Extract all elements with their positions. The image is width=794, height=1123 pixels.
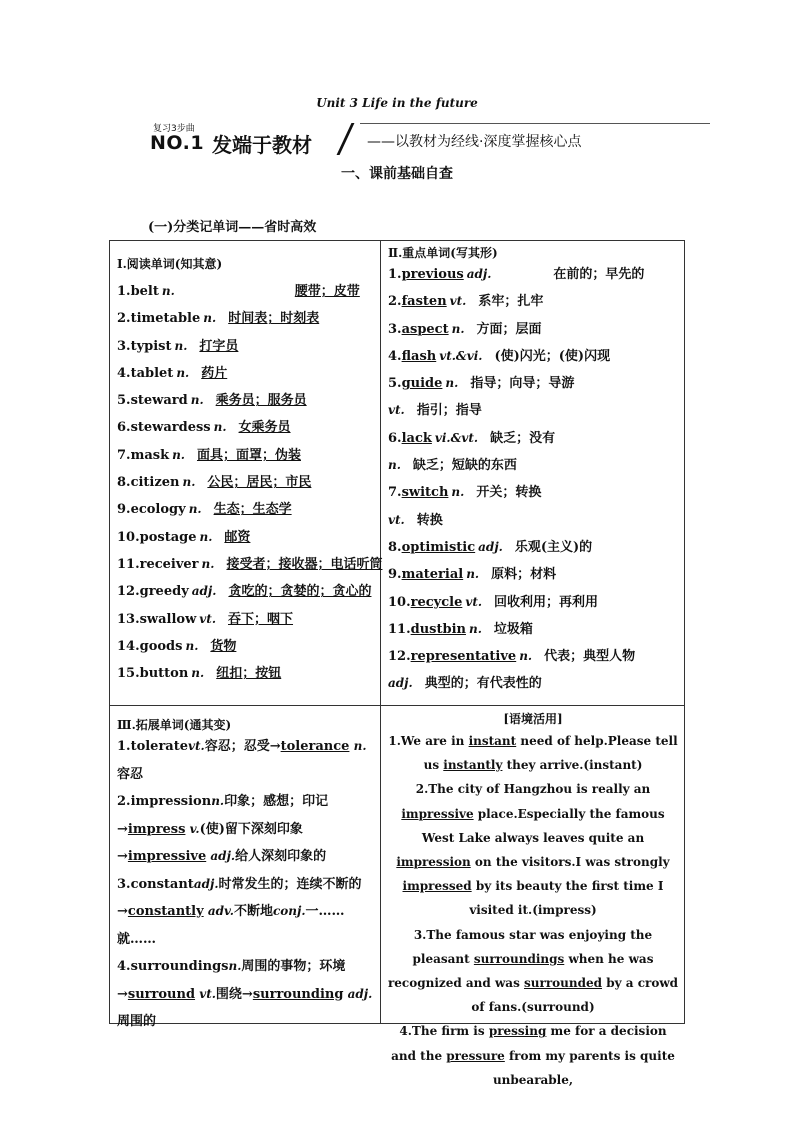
reading-word-row [117,442,374,469]
reading-word-pos: n. [213,420,227,435]
key-word-row [388,425,679,452]
reading-word-meaning: 纽扣；按钮 [216,666,282,682]
reading-words-header: Ⅰ.阅读单词(知其意) [117,257,223,271]
context-answer: surroundings [473,951,565,966]
reading-word-row [117,633,374,660]
context-answer: impressed [402,879,472,894]
expand-word-text: n. [211,794,225,808]
context-usage-cell [381,706,685,1087]
reading-word-meaning: 吞下；咽下 [228,611,294,627]
expand-word-answer: tolerance [280,739,350,754]
key-word-number: 10. [388,594,411,610]
context-usage-list [385,729,681,1092]
reading-word-pos: n. [188,502,202,517]
expand-word-text: 周围的事物；环境→ [117,959,346,1002]
expand-word-text: conj. [272,904,306,918]
expand-word-answer: impressive [127,849,207,864]
expand-word-text: 周围的 [117,1014,157,1029]
key-word-pos: n. [468,621,482,636]
context-answer: impression [396,855,471,870]
key-word-answer: fasten [401,294,447,310]
key-word-row [388,643,679,670]
key-words-header: Ⅱ.重点单词(写其形) [388,246,498,260]
key-word-row [388,261,679,288]
expand-word-text: 4.surroundings [117,959,229,974]
reading-word: 4.tablet [117,365,174,381]
key-word-number: 6. [388,430,402,446]
reading-word: 11.receiver [117,556,199,572]
key-word-meaning: 代表；典型人物 [544,649,636,665]
reading-words-list [117,278,383,687]
key-word-row [388,288,679,315]
reading-word: 7.mask [117,447,170,463]
context-answer: impressive [401,806,474,821]
key-word-answer: lack [401,430,432,446]
context-text: me for a decision and the [391,1024,667,1063]
context-text: by its beauty the first time I visited it.(impress) [469,879,664,918]
key-word-row [388,670,679,697]
expand-word-text: 给人深刻印象的 [235,849,327,864]
reading-word-row [117,496,374,523]
vocab-table [109,240,685,1087]
reading-word-row [117,360,374,387]
banner-slash [337,123,355,155]
key-word-meaning: 原料；材料 [491,567,557,583]
banner-title: 发端于教材 [212,133,312,157]
context-sentence [385,1019,681,1092]
reading-word-meaning: 货物 [210,638,237,654]
expand-word-text: 印象；感想；印记→ [117,794,329,837]
key-word-answer: guide [401,376,443,392]
key-word-answer: switch [401,485,449,501]
reading-word-row [117,606,374,633]
key-word-row [388,370,679,397]
banner-subtitle: ——以教材为经线·深度掌握核心点 [367,134,582,150]
key-word-pos: n. [451,321,465,336]
reading-word: 14.goods [117,638,183,654]
key-word-pos: vi.&vt. [434,430,479,445]
key-word-row [388,534,679,561]
context-text: 4.The firm is [399,1024,489,1039]
key-word-row [388,343,679,370]
context-answer: pressure [446,1048,505,1063]
reading-word-pos: n. [185,638,199,653]
reading-word: 15.button [117,666,189,682]
context-text: on the visitors.I was strongly [470,855,670,870]
key-word-answer: representative [410,649,517,665]
reading-word-meaning: 乘务员；服务员 [215,393,307,409]
reading-word-pos: n. [174,338,188,353]
expand-word-text: adv. [203,904,234,918]
key-word-meaning: 系牢；扎牢 [478,294,544,310]
banner-rule [360,123,710,124]
reading-word-pos: n. [201,556,215,571]
key-word-row [388,316,679,343]
expand-word-answer: impress [127,821,186,837]
key-word-number: 11. [388,621,411,637]
expand-word-text: vt. [188,739,205,753]
reading-word-pos: n. [199,529,213,544]
key-word-answer: previous [401,267,464,282]
expand-word-text: adj. [193,876,219,891]
expand-word-entry [117,733,374,788]
key-word-meaning: 回收利用；再利用 [494,594,599,610]
expand-words-list [117,733,374,1036]
expand-word-text: 容忍；忍受→ [204,739,281,754]
reading-word: 9.ecology [117,502,186,518]
context-text: need of help.Please tell us [423,734,678,773]
expand-word-answer: constantly [127,904,204,919]
key-word-number: 5. [388,376,402,392]
expand-word-entry [117,871,374,954]
reading-word-row [117,551,383,578]
reading-word: 3.typist [117,338,172,354]
expand-word-text: adj. [206,849,236,863]
reading-word-pos: n. [182,475,196,490]
reading-word: 12.greedy [117,584,189,600]
key-word-meaning: 方面；层面 [476,321,542,337]
expand-word-text: vt. [195,986,216,1001]
context-text: by a crowd of fans.(surround) [471,976,679,1015]
key-word-pos: vt. [388,403,405,418]
key-word-answer: dustbin [410,621,466,637]
expand-word-text: 不断地 [233,904,273,919]
expand-word-text: 时常发生的；连续不断的→ [117,876,362,919]
context-text: 3.The famous star was enjoying the pleasant [412,927,653,966]
context-text: 2.The city of Hangzhou is really an [415,782,651,797]
key-words-cell [381,241,685,705]
context-text: they arrive.(instant) [502,758,643,773]
reading-word-pos: n. [203,311,217,326]
expand-word-text: 1.tolerate [117,739,189,754]
key-word-pos: vt. [388,512,405,527]
reading-word-meaning: 药片 [201,365,228,381]
reading-word-row [117,387,374,414]
context-answer: instantly [443,758,503,773]
key-word-answer: optimistic [401,539,476,555]
reading-word-row [117,305,374,332]
reading-word-row [117,660,374,687]
key-word-pos: n. [388,458,401,473]
reading-word-meaning: 生态；生态学 [213,502,292,518]
reading-word-pos: n. [172,447,185,462]
reading-word-meaning: 邮资 [224,529,251,545]
expand-words-header: Ⅲ.拓展单词(通其变) [117,718,232,732]
context-sentence [385,777,681,922]
expand-word-text: 2.impression [117,794,212,809]
key-word-pos: n. [519,649,533,664]
key-word-answer: aspect [401,321,449,337]
reading-word-pos: n. [190,393,204,408]
key-word-meaning: 典型的；有代表性的 [424,676,542,692]
expand-word-text: 围绕→ [215,986,253,1002]
key-word-number: 8. [388,539,402,555]
key-word-meaning: 指引；指导 [416,403,482,419]
key-word-number: 7. [388,485,402,501]
reading-word-pos: n. [176,365,190,380]
context-answer: instant [468,734,517,748]
expand-word-entry [117,788,374,871]
expand-word-text: 容忍 [117,766,144,782]
key-word-row [388,507,679,534]
key-word-pos: vt. [449,294,467,309]
key-word-meaning: 垃圾箱 [493,621,533,637]
reading-word-pos: n. [161,284,175,298]
key-word-number: 4. [388,348,402,364]
reading-word-meaning: 接受者；接收器；电话听筒 [226,556,383,572]
expand-word-text: n. [228,959,242,973]
context-text: from my parents is quite unbearable, [492,1048,675,1087]
key-word-pos: adj. [478,539,503,554]
key-word-answer: recycle [410,594,463,610]
context-answer: pressing [488,1024,547,1039]
reading-word-meaning: 时间表；时刻表 [228,311,320,327]
reading-word-pos: vt. [199,611,216,626]
context-sentence [385,729,681,777]
reading-word-pos: adj. [191,584,217,599]
reading-word: 1.belt [117,284,159,299]
unit-title: Unit 3 Life in the future [316,96,478,110]
key-word-meaning: 在前的；早先的 [553,267,645,282]
key-word-number: 3. [388,321,402,337]
expand-word-answer: surround [127,986,196,1002]
reading-word-pos: n. [191,666,205,681]
key-word-pos: n. [466,567,480,582]
reading-word-row [117,524,374,551]
reading-word: 2.timetable [117,311,201,327]
expand-word-text: 3.constant [117,876,194,892]
key-word-row [388,589,679,616]
key-word-meaning: 指导；向导；导游 [470,376,575,392]
expand-word-text: 一……就…… [117,904,345,947]
context-answer: surrounded [524,976,603,991]
banner-no-label: NO.1 [150,132,205,154]
key-word-pos: vt.&vi. [439,348,483,363]
context-text: 1.We are in [388,734,469,748]
key-word-pos: adj. [466,267,492,281]
sub-heading: (一)分类记单词——省时高效 [148,220,317,235]
reading-word-row [117,333,374,360]
key-word-pos: n. [451,485,465,500]
expand-word-text: v. [185,821,200,836]
context-text: when he was recognized and was [387,951,654,991]
reading-word: 6.stewardess [117,420,211,436]
key-word-pos: n. [445,376,459,391]
reading-word-meaning: 公民；居民；市民 [207,475,312,491]
key-word-answer: material [401,567,464,583]
reading-words-cell [110,241,383,705]
expand-word-answer: surrounding [252,986,344,1002]
key-word-row [388,616,679,643]
reading-word-row [117,278,374,305]
reading-word-row [117,469,374,496]
context-text: place.Especially the famous West Lake always leaves quite an [421,806,665,845]
expand-word-entry [117,953,374,1036]
key-word-row [388,452,679,479]
context-usage-header: [语境活用] [503,712,563,726]
banner [150,119,710,157]
key-word-meaning: 乐观(主义)的 [514,539,593,555]
key-word-number: 1. [388,267,402,282]
key-word-number: 2. [388,294,402,310]
expand-word-text: adj. [343,986,373,1001]
key-word-pos: adj. [388,676,413,691]
key-word-number: 12. [388,649,411,665]
reading-word-meaning: 打字员 [199,338,239,354]
reading-word-meaning: 面具；面罩；伪装 [196,447,301,463]
key-word-meaning: 开关；转换 [476,485,542,501]
expand-word-text: n. [349,739,367,753]
expand-word-text: (使)留下深刻印象→ [117,821,303,864]
key-word-row [388,479,679,506]
reading-word: 10.postage [117,529,197,545]
key-word-meaning: (使)闪光；(使)闪现 [494,348,611,364]
expand-words-cell [110,706,380,1029]
reading-word: 8.citizen [117,475,180,491]
key-word-answer: flash [401,348,437,364]
key-word-pos: vt. [465,594,483,609]
reading-word: 13.swallow [117,611,197,627]
key-word-row [388,561,679,588]
context-sentence [385,923,681,1020]
key-word-meaning: 转换 [416,512,443,528]
reading-word-row [117,414,374,441]
reading-word-meaning: 贪吃的；贪婪的；贪心的 [228,584,372,600]
key-word-meaning: 缺乏；短缺的东西 [412,458,517,474]
reading-word-row [117,578,374,605]
key-words-list [388,261,679,698]
reading-word-meaning: 腰带；皮带 [294,284,360,299]
reading-word-meaning: 女乘务员 [238,420,291,436]
section-heading: 一、课前基础自查 [341,166,453,182]
key-word-meaning: 缺乏；没有 [490,430,556,446]
key-word-number: 9. [388,567,402,583]
key-word-row [388,397,679,424]
reading-word: 5.steward [117,393,188,409]
banner-small-label: 复习3步曲 [153,124,195,134]
